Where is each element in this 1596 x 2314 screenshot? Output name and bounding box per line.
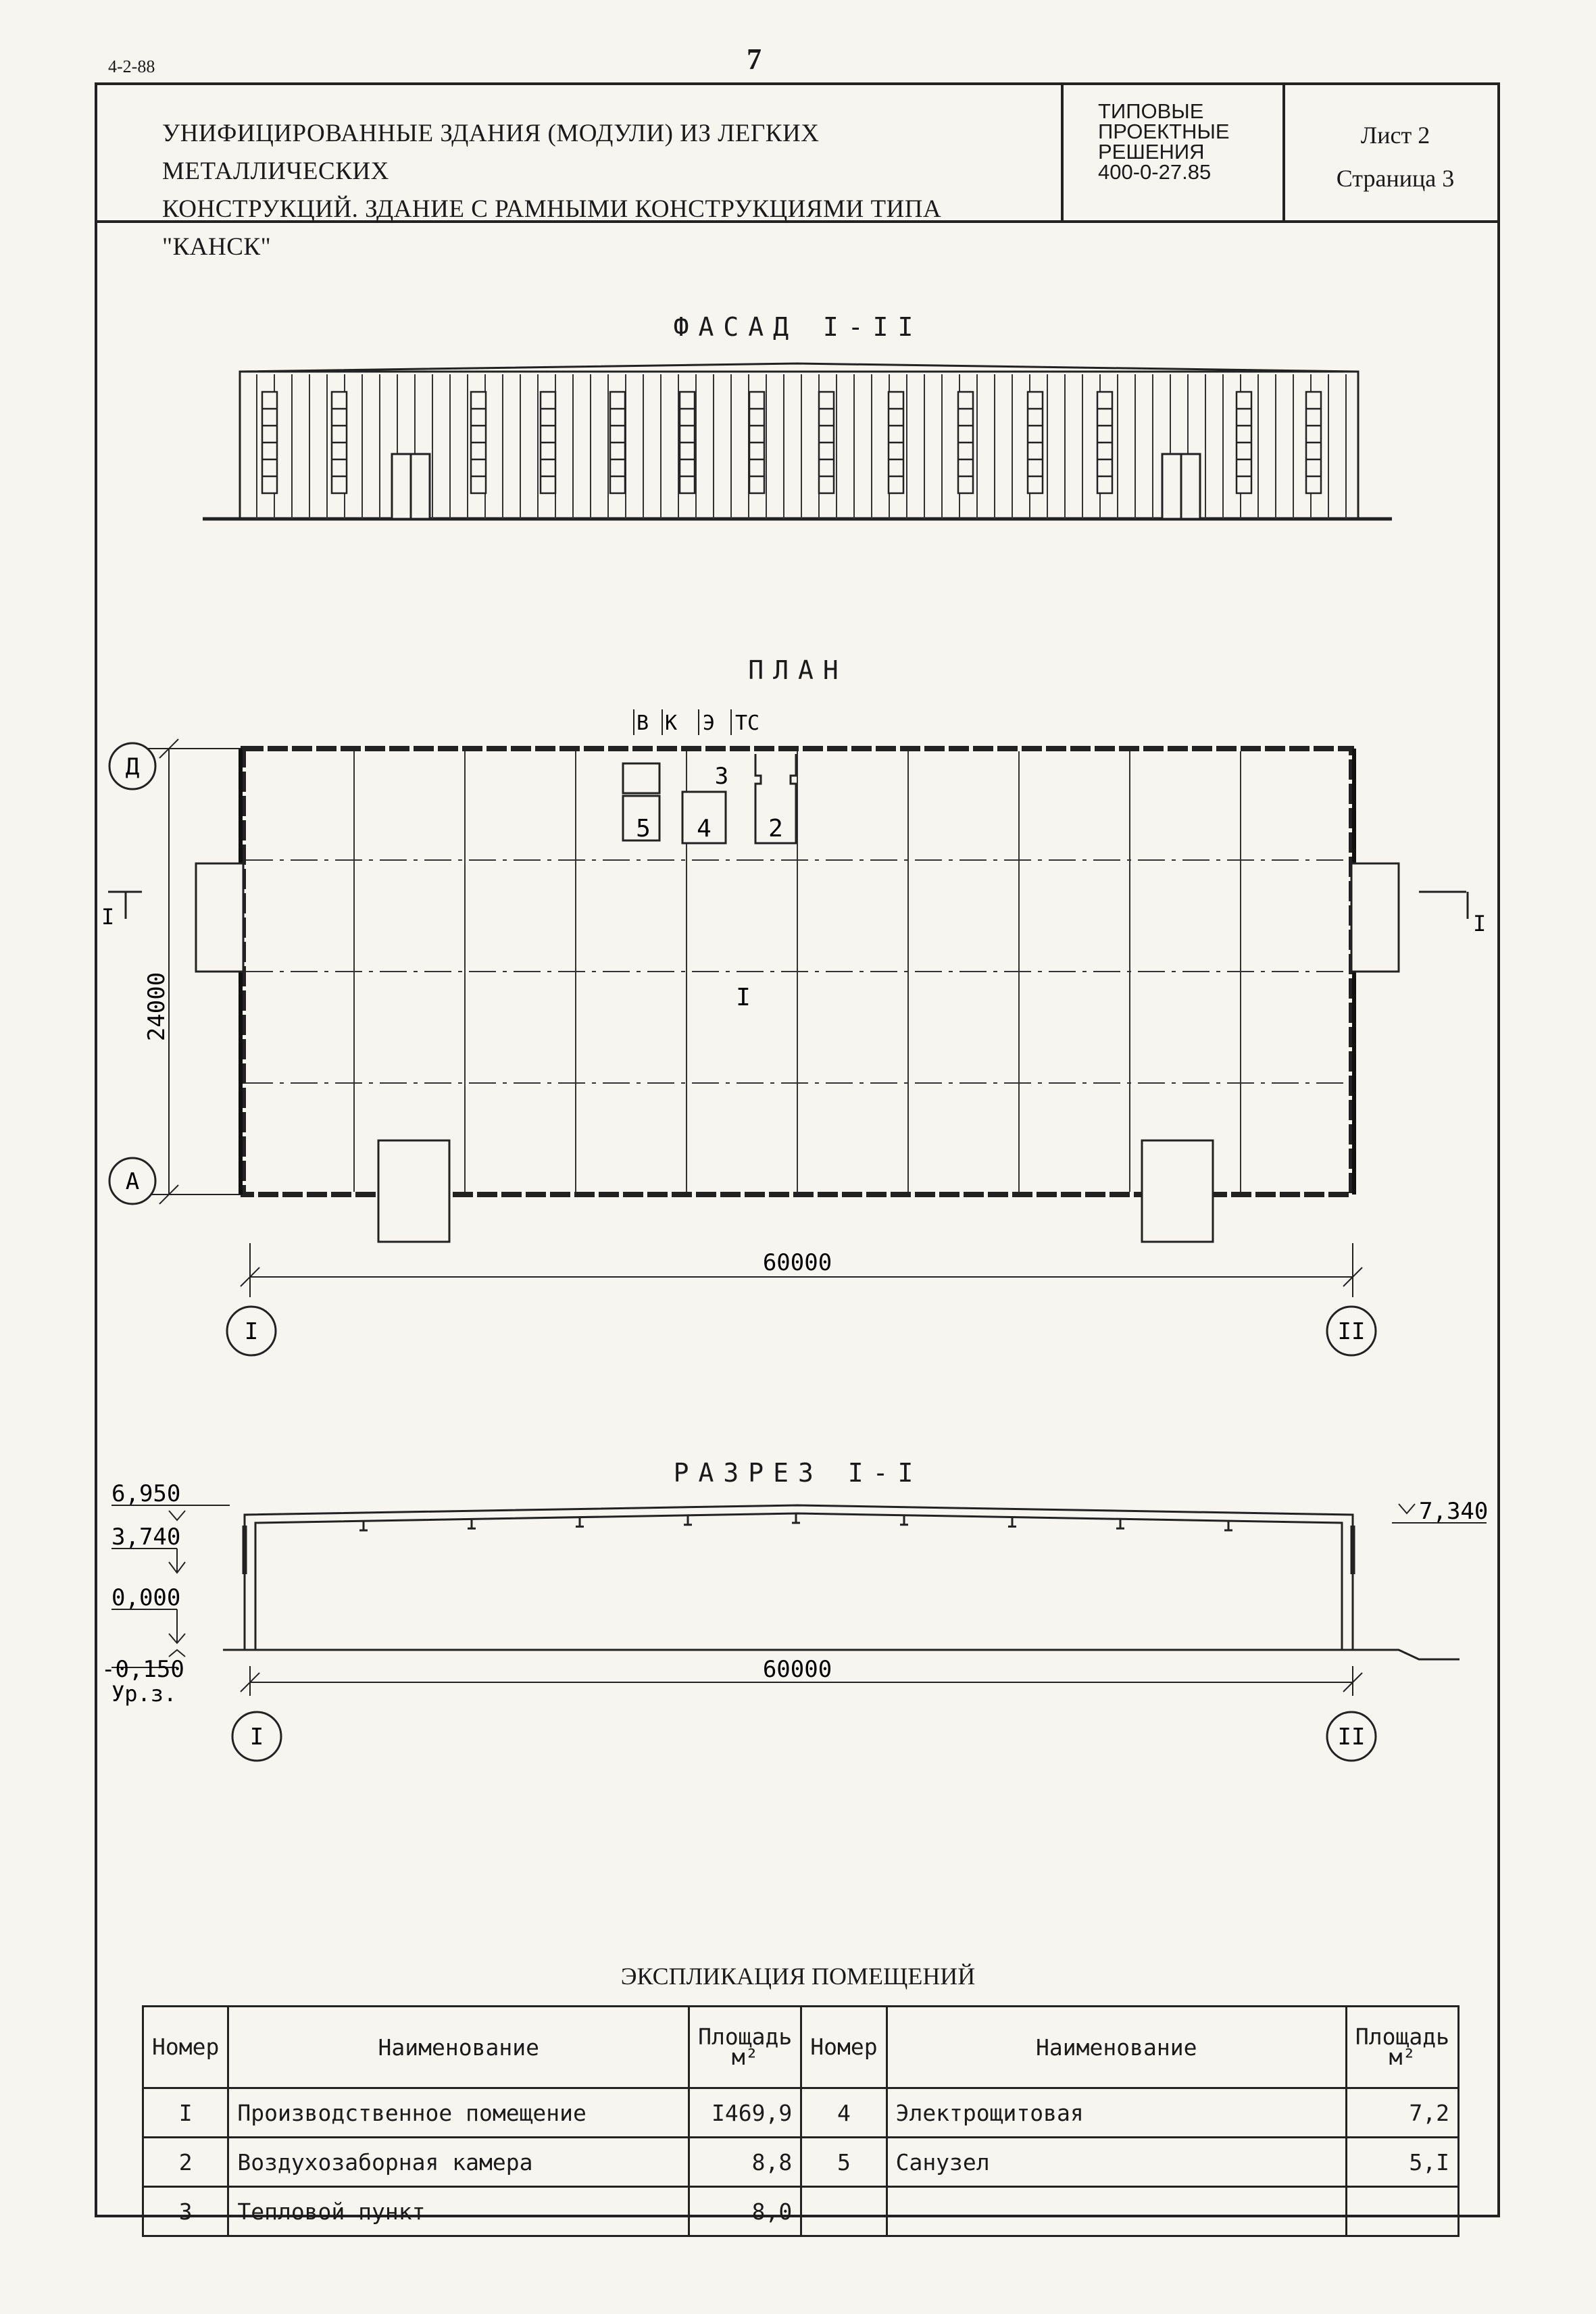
section-mark-left: I [101,904,115,930]
section-axis-2-label: II [1337,1724,1366,1751]
col-name-header: Наименование [228,2007,689,2088]
col-area-header: Площадь м² [689,2007,801,2088]
table-header-row [143,2007,1459,2088]
room-4-label: 4 [697,815,712,842]
series-number: 400-0-27.85 [1098,160,1212,184]
cell-number: 5 [801,2138,887,2187]
elev-zero-label: 0,000 [111,1584,181,1611]
dim-width-label: 60000 [762,1249,832,1276]
drawing-title-line: КОНСТРУКЦИЙ. ЗДАНИЕ С РАМНЫМИ КОНСТРУКЦИЯМИ ТИПА "КАНСК" [162,195,942,261]
cell-number: 4 [801,2088,887,2138]
elevation-marks [111,1504,1487,1667]
axis-1-label: I [244,1318,259,1345]
axis-d-label: Д [125,753,140,780]
cell-name: Тепловой пункт [228,2187,689,2236]
room-1-label: I [736,984,751,1011]
table-row [143,2138,1459,2187]
plan-heading: ПЛАН [748,655,848,685]
utility-k-label: К [665,711,678,735]
utility-b-label: В [637,711,649,735]
cell-name: Электрощитовая [887,2088,1346,2138]
cell-number: 3 [143,2187,228,2236]
room-5-label: 5 [636,815,651,842]
section-mark-right: I [1473,911,1487,936]
table-row [143,2187,1459,2236]
cell-area: 8,8 [689,2138,801,2187]
room-outline [623,763,659,793]
cell-name [887,2187,1346,2236]
plan-drawing [0,689,1596,1365]
series-line: ПРОЕКТНЫЕ [1098,120,1230,143]
room-3-label: 3 [714,763,729,790]
section-cut-marks [108,892,1468,919]
utility-tc-label: ТС [735,711,760,735]
section-purlins [359,1513,1232,1530]
section-frame [245,1505,1353,1650]
cell-area: I469,9 [689,2088,801,2138]
series-line: РЕШЕНИЯ [1098,140,1205,164]
facade-outline [203,363,1392,519]
ground-level-label: Ур.з. [111,1681,177,1707]
document-code: 4-2-88 [108,57,155,76]
elev-mid-label: 3,740 [111,1524,181,1551]
elev-ridge-label: 7,340 [1419,1498,1489,1525]
elev-ground-label: -0,150 [101,1656,184,1683]
page-label: Страница 3 [1336,165,1455,192]
drawing-title [162,115,1047,266]
cell-name: Производственное помещение [228,2088,689,2138]
dim-height-label: 24000 [143,972,170,1042]
cell-number [801,2187,887,2236]
col-number-header: Номер [143,2007,228,2088]
sheet-block [1304,114,1487,200]
drawing-title-line: УНИФИЦИРОВАННЫЕ ЗДАНИЯ (МОДУЛИ) ИЗ ЛЕГКИХ МЕТАЛЛИЧЕСКИХ [162,120,820,185]
col-name-header: Наименование [887,2007,1346,2088]
section-drawing [0,1466,1596,1770]
facade-drawing [0,351,1596,527]
cell-area: 8,0 [689,2187,801,2236]
series-block [1098,101,1274,182]
room-2-label: 2 [768,815,783,842]
series-line: ТИПОВЫЕ [1098,99,1204,123]
elev-top-label: 6,950 [111,1480,181,1507]
cell-name: Санузел [887,2138,1346,2187]
col-number-header: Номер [801,2007,887,2088]
facade-doors [392,454,1200,519]
section-dim-label: 60000 [762,1656,832,1683]
col-area-header: Площадь м² [1346,2007,1458,2088]
cell-area: 7,2 [1346,2088,1458,2138]
page-number: 7 [747,43,762,76]
section-axis-1-label: I [249,1724,264,1751]
axis-a-label: А [125,1168,140,1195]
sheet-label: Лист 2 [1360,122,1430,149]
explication-title: ЭКСПЛИКАЦИЯ ПОМЕЩЕНИЙ [620,1963,976,1990]
title-block-divider [1282,82,1285,223]
ground-line [223,1650,1460,1659]
title-block-divider [1061,82,1064,223]
explication-table [142,2005,1460,2237]
table-row [143,2088,1459,2138]
cell-area [1346,2187,1458,2236]
facade-heading: ФАСАД I-II [673,312,923,342]
cell-number: 2 [143,2138,228,2187]
utility-e-label: Э [703,711,716,735]
cell-area: 5,I [1346,2138,1458,2187]
cell-name: Воздухозаборная камера [228,2138,689,2187]
section-heading: РАЗРЕЗ I-I [673,1458,923,1488]
axis-2-label: II [1337,1318,1366,1345]
cell-number: I [143,2088,228,2138]
